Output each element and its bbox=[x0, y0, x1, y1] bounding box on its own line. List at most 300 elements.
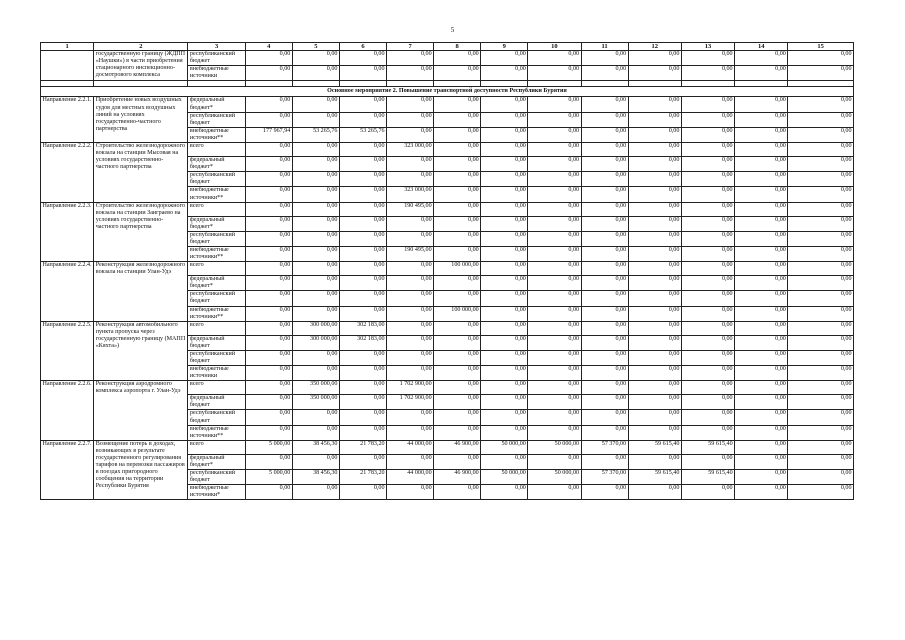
amount-cell: 0,00 bbox=[481, 321, 528, 335]
amount-cell: 0,00 bbox=[481, 425, 528, 440]
funding-source: внебюджетные источники** bbox=[188, 246, 245, 261]
amount-cell: 0,00 bbox=[434, 291, 481, 306]
amount-cell: 0,00 bbox=[339, 395, 386, 410]
column-number-5: 5 bbox=[292, 43, 339, 51]
amount-cell: 300 000,00 bbox=[292, 335, 339, 350]
amount-cell: 0,00 bbox=[528, 157, 581, 172]
amount-cell: 0,00 bbox=[387, 112, 434, 127]
amount-cell: 0,00 bbox=[735, 454, 788, 469]
amount-cell: 1 702 900,00 bbox=[387, 395, 434, 410]
amount-cell: 0,00 bbox=[481, 187, 528, 202]
amount-cell: 0,00 bbox=[434, 454, 481, 469]
direction-code: Направление 2.2.3. bbox=[41, 202, 94, 262]
amount-cell: 59 615,40 bbox=[681, 440, 734, 454]
amount-cell: 0,00 bbox=[581, 306, 628, 321]
amount-cell: 0,00 bbox=[481, 306, 528, 321]
amount-cell: 0,00 bbox=[735, 321, 788, 335]
funding-source: внебюджетные источники** bbox=[188, 306, 245, 321]
amount-cell: 0,00 bbox=[788, 112, 854, 127]
amount-cell: 0,00 bbox=[481, 276, 528, 291]
amount-cell: 0,00 bbox=[387, 157, 434, 172]
amount-cell: 0,00 bbox=[339, 366, 386, 381]
table-header bbox=[41, 43, 854, 51]
amount-cell: 0,00 bbox=[681, 51, 734, 66]
amount-cell: 21 783,20 bbox=[339, 470, 386, 485]
amount-cell: 0,00 bbox=[788, 51, 854, 66]
amount-cell: 0,00 bbox=[581, 425, 628, 440]
amount-cell: 0,00 bbox=[387, 291, 434, 306]
amount-cell: 0,00 bbox=[292, 143, 339, 157]
amount-cell: 0,00 bbox=[681, 97, 734, 112]
amount-cell: 0,00 bbox=[528, 112, 581, 127]
amount-cell: 0,00 bbox=[681, 172, 734, 187]
amount-cell: 0,00 bbox=[581, 216, 628, 231]
amount-cell: 0,00 bbox=[434, 172, 481, 187]
amount-cell: 0,00 bbox=[581, 202, 628, 216]
amount-cell: 38 456,30 bbox=[292, 470, 339, 485]
amount-cell: 0,00 bbox=[581, 231, 628, 246]
amount-cell: 0,00 bbox=[735, 425, 788, 440]
amount-cell: 0,00 bbox=[245, 425, 292, 440]
direction-description: Строительство железнодорожного вокзала на станции Мысовая на условиях государственно-частного партнерства bbox=[94, 143, 188, 203]
amount-cell: 302 183,00 bbox=[339, 321, 386, 335]
amount-cell: 0,00 bbox=[528, 366, 581, 381]
amount-cell: 0,00 bbox=[681, 425, 734, 440]
amount-cell: 0,00 bbox=[735, 485, 788, 500]
amount-cell: 0,00 bbox=[735, 395, 788, 410]
amount-cell: 0,00 bbox=[788, 127, 854, 142]
amount-cell: 0,00 bbox=[387, 306, 434, 321]
amount-cell: 0,00 bbox=[735, 246, 788, 261]
amount-cell: 0,00 bbox=[681, 143, 734, 157]
amount-cell: 0,00 bbox=[245, 187, 292, 202]
amount-cell: 50 000,00 bbox=[481, 440, 528, 454]
direction-description: Возмещение потерь в доходах, возникающих в результате государственного регулирования тарифов на перевозки пассажиров в поездах пригородного сообщения на территории Республики Бурятия bbox=[94, 440, 188, 500]
amount-cell: 0,00 bbox=[528, 485, 581, 500]
amount-cell: 0,00 bbox=[387, 335, 434, 350]
amount-cell: 0,00 bbox=[628, 395, 681, 410]
amount-cell: 0,00 bbox=[735, 97, 788, 112]
amount-cell: 0,00 bbox=[528, 276, 581, 291]
amount-cell: 0,00 bbox=[387, 66, 434, 81]
amount-cell: 0,00 bbox=[628, 291, 681, 306]
amount-cell: 0,00 bbox=[788, 381, 854, 395]
amount-cell: 0,00 bbox=[434, 276, 481, 291]
amount-cell: 0,00 bbox=[681, 381, 734, 395]
funding-source: федеральный бюджет bbox=[188, 335, 245, 350]
amount-cell: 0,00 bbox=[581, 276, 628, 291]
amount-cell: 0,00 bbox=[735, 127, 788, 142]
amount-cell: 59 615,40 bbox=[628, 470, 681, 485]
amount-cell: 0,00 bbox=[434, 66, 481, 81]
direction-description: Реконструкция железнодорожного вокзала на станции Улан-Удэ bbox=[94, 262, 188, 322]
amount-cell: 0,00 bbox=[628, 246, 681, 261]
amount-cell: 0,00 bbox=[528, 410, 581, 425]
amount-cell: 0,00 bbox=[481, 485, 528, 500]
direction-code: Направление 2.2.1. bbox=[41, 97, 94, 143]
funding-source: внебюджетные источники* bbox=[188, 485, 245, 500]
amount-cell: 0,00 bbox=[681, 187, 734, 202]
amount-cell: 0,00 bbox=[528, 395, 581, 410]
amount-cell: 0,00 bbox=[681, 410, 734, 425]
direction-description: государственную границу (ЖДПП «Наушки») в части приобретения стационарного инспекционно-досмотрового комплекса bbox=[94, 51, 188, 81]
amount-cell: 0,00 bbox=[581, 127, 628, 142]
amount-cell: 0,00 bbox=[528, 454, 581, 469]
column-number-7: 7 bbox=[387, 43, 434, 51]
direction-code: Направление 2.2.2. bbox=[41, 143, 94, 203]
amount-cell: 0,00 bbox=[581, 97, 628, 112]
amount-cell: 0,00 bbox=[628, 51, 681, 66]
funding-source: всего bbox=[188, 143, 245, 157]
amount-cell: 0,00 bbox=[528, 246, 581, 261]
direction-code: Направление 2.2.7. bbox=[41, 440, 94, 500]
amount-cell: 0,00 bbox=[735, 231, 788, 246]
column-number-12: 12 bbox=[628, 43, 681, 51]
amount-cell: 0,00 bbox=[788, 425, 854, 440]
column-number-10: 10 bbox=[528, 43, 581, 51]
amount-cell: 0,00 bbox=[245, 381, 292, 395]
amount-cell: 0,00 bbox=[292, 51, 339, 66]
amount-cell: 0,00 bbox=[481, 202, 528, 216]
amount-cell: 0,00 bbox=[481, 381, 528, 395]
amount-cell: 0,00 bbox=[628, 202, 681, 216]
amount-cell: 0,00 bbox=[628, 425, 681, 440]
table-row bbox=[41, 321, 854, 335]
amount-cell: 0,00 bbox=[434, 143, 481, 157]
funding-source: внебюджетные источники bbox=[188, 66, 245, 81]
amount-cell: 0,00 bbox=[788, 470, 854, 485]
amount-cell: 53 265,76 bbox=[339, 127, 386, 142]
column-number-11: 11 bbox=[581, 43, 628, 51]
amount-cell: 0,00 bbox=[387, 276, 434, 291]
amount-cell: 0,00 bbox=[339, 485, 386, 500]
amount-cell: 5 000,00 bbox=[245, 470, 292, 485]
amount-cell: 0,00 bbox=[387, 366, 434, 381]
amount-cell: 0,00 bbox=[245, 291, 292, 306]
amount-cell: 0,00 bbox=[339, 66, 386, 81]
amount-cell: 0,00 bbox=[245, 321, 292, 335]
amount-cell: 0,00 bbox=[481, 127, 528, 142]
amount-cell: 0,00 bbox=[339, 291, 386, 306]
amount-cell: 0,00 bbox=[292, 216, 339, 231]
amount-cell: 0,00 bbox=[581, 187, 628, 202]
amount-cell: 0,00 bbox=[292, 350, 339, 365]
amount-cell: 0,00 bbox=[628, 216, 681, 231]
amount-cell: 0,00 bbox=[735, 335, 788, 350]
amount-cell: 0,00 bbox=[434, 246, 481, 261]
amount-cell: 0,00 bbox=[735, 51, 788, 66]
amount-cell: 0,00 bbox=[481, 157, 528, 172]
amount-cell: 0,00 bbox=[528, 127, 581, 142]
amount-cell: 0,00 bbox=[481, 246, 528, 261]
amount-cell: 0,00 bbox=[528, 231, 581, 246]
amount-cell: 0,00 bbox=[628, 350, 681, 365]
amount-cell: 0,00 bbox=[481, 172, 528, 187]
amount-cell: 0,00 bbox=[292, 187, 339, 202]
amount-cell: 0,00 bbox=[339, 306, 386, 321]
amount-cell: 0,00 bbox=[581, 366, 628, 381]
amount-cell: 0,00 bbox=[292, 262, 339, 276]
amount-cell: 0,00 bbox=[788, 485, 854, 500]
amount-cell: 0,00 bbox=[245, 350, 292, 365]
table-row bbox=[41, 381, 854, 395]
column-numbers-row bbox=[41, 43, 854, 51]
amount-cell: 0,00 bbox=[292, 425, 339, 440]
amount-cell: 0,00 bbox=[581, 454, 628, 469]
budget-table bbox=[40, 42, 854, 500]
amount-cell: 0,00 bbox=[581, 157, 628, 172]
amount-cell: 0,00 bbox=[245, 306, 292, 321]
amount-cell: 0,00 bbox=[434, 335, 481, 350]
amount-cell: 0,00 bbox=[245, 216, 292, 231]
section-row bbox=[41, 87, 854, 97]
amount-cell: 0,00 bbox=[681, 66, 734, 81]
amount-cell: 0,00 bbox=[628, 366, 681, 381]
amount-cell: 0,00 bbox=[434, 157, 481, 172]
amount-cell: 0,00 bbox=[387, 51, 434, 66]
amount-cell: 0,00 bbox=[628, 231, 681, 246]
amount-cell: 0,00 bbox=[292, 454, 339, 469]
amount-cell: 0,00 bbox=[434, 425, 481, 440]
amount-cell: 0,00 bbox=[528, 321, 581, 335]
column-number-2: 2 bbox=[94, 43, 188, 51]
amount-cell: 5 000,00 bbox=[245, 440, 292, 454]
funding-source: республиканский бюджет bbox=[188, 231, 245, 246]
amount-cell: 0,00 bbox=[735, 291, 788, 306]
amount-cell: 350 000,00 bbox=[292, 395, 339, 410]
amount-cell: 0,00 bbox=[481, 350, 528, 365]
amount-cell: 0,00 bbox=[628, 97, 681, 112]
column-number-1: 1 bbox=[41, 43, 94, 51]
amount-cell: 0,00 bbox=[292, 291, 339, 306]
funding-source: внебюджетные источники** bbox=[188, 425, 245, 440]
amount-cell: 0,00 bbox=[339, 51, 386, 66]
amount-cell: 0,00 bbox=[339, 262, 386, 276]
amount-cell: 0,00 bbox=[628, 187, 681, 202]
amount-cell: 0,00 bbox=[481, 262, 528, 276]
amount-cell: 0,00 bbox=[528, 335, 581, 350]
amount-cell: 0,00 bbox=[681, 291, 734, 306]
amount-cell: 0,00 bbox=[581, 51, 628, 66]
amount-cell: 0,00 bbox=[339, 202, 386, 216]
amount-cell: 0,00 bbox=[339, 97, 386, 112]
amount-cell: 0,00 bbox=[339, 112, 386, 127]
amount-cell: 0,00 bbox=[788, 350, 854, 365]
amount-cell: 46 900,00 bbox=[434, 470, 481, 485]
amount-cell: 0,00 bbox=[387, 410, 434, 425]
amount-cell: 38 456,30 bbox=[292, 440, 339, 454]
table-row bbox=[41, 97, 854, 112]
amount-cell: 0,00 bbox=[387, 262, 434, 276]
funding-source: федеральный бюджет* bbox=[188, 454, 245, 469]
amount-cell: 0,00 bbox=[245, 366, 292, 381]
amount-cell: 0,00 bbox=[528, 187, 581, 202]
amount-cell: 0,00 bbox=[628, 321, 681, 335]
amount-cell: 323 000,00 bbox=[387, 143, 434, 157]
amount-cell: 0,00 bbox=[434, 97, 481, 112]
amount-cell: 0,00 bbox=[735, 202, 788, 216]
amount-cell: 0,00 bbox=[387, 485, 434, 500]
amount-cell: 0,00 bbox=[681, 335, 734, 350]
amount-cell: 0,00 bbox=[735, 143, 788, 157]
amount-cell: 0,00 bbox=[628, 127, 681, 142]
amount-cell: 0,00 bbox=[681, 157, 734, 172]
amount-cell: 0,00 bbox=[735, 216, 788, 231]
funding-source: внебюджетные источники bbox=[188, 366, 245, 381]
amount-cell: 0,00 bbox=[788, 454, 854, 469]
table-row bbox=[41, 202, 854, 216]
amount-cell: 0,00 bbox=[245, 157, 292, 172]
amount-cell: 0,00 bbox=[788, 276, 854, 291]
amount-cell: 0,00 bbox=[788, 246, 854, 261]
amount-cell: 0,00 bbox=[581, 485, 628, 500]
amount-cell: 0,00 bbox=[434, 216, 481, 231]
amount-cell: 0,00 bbox=[788, 172, 854, 187]
amount-cell: 0,00 bbox=[245, 276, 292, 291]
amount-cell: 0,00 bbox=[434, 321, 481, 335]
amount-cell: 0,00 bbox=[292, 485, 339, 500]
amount-cell: 0,00 bbox=[581, 350, 628, 365]
amount-cell: 0,00 bbox=[387, 127, 434, 142]
amount-cell: 0,00 bbox=[339, 216, 386, 231]
amount-cell: 0,00 bbox=[434, 112, 481, 127]
amount-cell: 0,00 bbox=[528, 381, 581, 395]
amount-cell: 0,00 bbox=[681, 485, 734, 500]
direction-code bbox=[41, 51, 94, 81]
amount-cell: 0,00 bbox=[528, 143, 581, 157]
amount-cell: 0,00 bbox=[528, 291, 581, 306]
amount-cell: 0,00 bbox=[481, 66, 528, 81]
amount-cell: 190 495,00 bbox=[387, 246, 434, 261]
amount-cell: 0,00 bbox=[339, 172, 386, 187]
amount-cell: 0,00 bbox=[387, 454, 434, 469]
amount-cell: 0,00 bbox=[681, 216, 734, 231]
amount-cell: 0,00 bbox=[481, 366, 528, 381]
amount-cell: 0,00 bbox=[581, 143, 628, 157]
amount-cell: 0,00 bbox=[788, 66, 854, 81]
amount-cell: 0,00 bbox=[339, 231, 386, 246]
amount-cell: 0,00 bbox=[245, 172, 292, 187]
amount-cell: 0,00 bbox=[481, 410, 528, 425]
amount-cell: 0,00 bbox=[481, 291, 528, 306]
amount-cell: 0,00 bbox=[735, 440, 788, 454]
amount-cell: 44 000,00 bbox=[387, 470, 434, 485]
amount-cell: 0,00 bbox=[245, 454, 292, 469]
amount-cell: 46 900,00 bbox=[434, 440, 481, 454]
amount-cell: 0,00 bbox=[245, 335, 292, 350]
funding-source: федеральный бюджет* bbox=[188, 216, 245, 231]
amount-cell: 0,00 bbox=[387, 216, 434, 231]
amount-cell: 0,00 bbox=[788, 97, 854, 112]
amount-cell: 0,00 bbox=[788, 231, 854, 246]
amount-cell: 0,00 bbox=[245, 143, 292, 157]
amount-cell: 50 000,00 bbox=[481, 470, 528, 485]
amount-cell: 0,00 bbox=[735, 350, 788, 365]
amount-cell: 0,00 bbox=[292, 276, 339, 291]
amount-cell: 0,00 bbox=[788, 216, 854, 231]
amount-cell: 0,00 bbox=[581, 410, 628, 425]
table-row bbox=[41, 51, 854, 66]
amount-cell: 0,00 bbox=[681, 321, 734, 335]
amount-cell: 0,00 bbox=[528, 202, 581, 216]
amount-cell: 0,00 bbox=[628, 157, 681, 172]
amount-cell: 0,00 bbox=[245, 202, 292, 216]
amount-cell: 0,00 bbox=[292, 246, 339, 261]
amount-cell: 0,00 bbox=[788, 262, 854, 276]
amount-cell: 0,00 bbox=[481, 231, 528, 246]
amount-cell: 0,00 bbox=[481, 97, 528, 112]
amount-cell: 0,00 bbox=[434, 410, 481, 425]
amount-cell: 0,00 bbox=[528, 306, 581, 321]
amount-cell: 0,00 bbox=[681, 306, 734, 321]
amount-cell: 0,00 bbox=[481, 216, 528, 231]
table-row bbox=[41, 440, 854, 454]
amount-cell: 0,00 bbox=[628, 381, 681, 395]
amount-cell: 0,00 bbox=[434, 231, 481, 246]
amount-cell: 0,00 bbox=[735, 381, 788, 395]
amount-cell: 0,00 bbox=[434, 127, 481, 142]
amount-cell: 0,00 bbox=[628, 410, 681, 425]
amount-cell: 0,00 bbox=[434, 366, 481, 381]
amount-cell: 0,00 bbox=[387, 350, 434, 365]
amount-cell: 0,00 bbox=[735, 276, 788, 291]
direction-description: Реконструкция автомобильного пункта пропуска через государственную границу (МАПП «Кяхта») bbox=[94, 321, 188, 381]
funding-source: республиканский бюджет bbox=[188, 51, 245, 66]
amount-cell: 0,00 bbox=[735, 157, 788, 172]
amount-cell: 0,00 bbox=[528, 97, 581, 112]
funding-source: внебюджетные источники** bbox=[188, 187, 245, 202]
table-row bbox=[41, 262, 854, 276]
amount-cell: 0,00 bbox=[481, 112, 528, 127]
amount-cell: 0,00 bbox=[245, 246, 292, 261]
funding-source: республиканский бюджет bbox=[188, 172, 245, 187]
amount-cell: 0,00 bbox=[735, 187, 788, 202]
amount-cell: 0,00 bbox=[481, 335, 528, 350]
amount-cell: 302 183,00 bbox=[339, 335, 386, 350]
direction-description: Приобретение новых воздушных судов для местных воздушных линий на условиях государственно-частного партнерства bbox=[94, 97, 188, 143]
amount-cell: 100 000,00 bbox=[434, 306, 481, 321]
amount-cell: 0,00 bbox=[339, 381, 386, 395]
funding-source: всего bbox=[188, 440, 245, 454]
amount-cell: 0,00 bbox=[681, 454, 734, 469]
amount-cell: 0,00 bbox=[528, 51, 581, 66]
funding-source: всего bbox=[188, 202, 245, 216]
column-number-3: 3 bbox=[188, 43, 245, 51]
amount-cell: 0,00 bbox=[387, 231, 434, 246]
funding-source: республиканский бюджет bbox=[188, 350, 245, 365]
amount-cell: 0,00 bbox=[528, 216, 581, 231]
amount-cell: 0,00 bbox=[292, 231, 339, 246]
amount-cell: 0,00 bbox=[788, 187, 854, 202]
amount-cell: 0,00 bbox=[735, 306, 788, 321]
amount-cell: 0,00 bbox=[581, 291, 628, 306]
amount-cell: 0,00 bbox=[339, 187, 386, 202]
amount-cell: 0,00 bbox=[788, 395, 854, 410]
direction-description: Реконструкция аэродромного комплекса аэропорта г. Улан-Удэ bbox=[94, 381, 188, 441]
funding-source: федеральный бюджет bbox=[188, 395, 245, 410]
amount-cell: 57 370,00 bbox=[581, 440, 628, 454]
amount-cell: 177 967,94 bbox=[245, 127, 292, 142]
amount-cell: 0,00 bbox=[581, 395, 628, 410]
amount-cell: 0,00 bbox=[528, 425, 581, 440]
amount-cell: 0,00 bbox=[628, 276, 681, 291]
amount-cell: 0,00 bbox=[528, 66, 581, 81]
amount-cell: 300 000,00 bbox=[292, 321, 339, 335]
amount-cell: 0,00 bbox=[292, 97, 339, 112]
funding-source: республиканский бюджет bbox=[188, 410, 245, 425]
amount-cell: 0,00 bbox=[339, 425, 386, 440]
amount-cell: 0,00 bbox=[681, 246, 734, 261]
